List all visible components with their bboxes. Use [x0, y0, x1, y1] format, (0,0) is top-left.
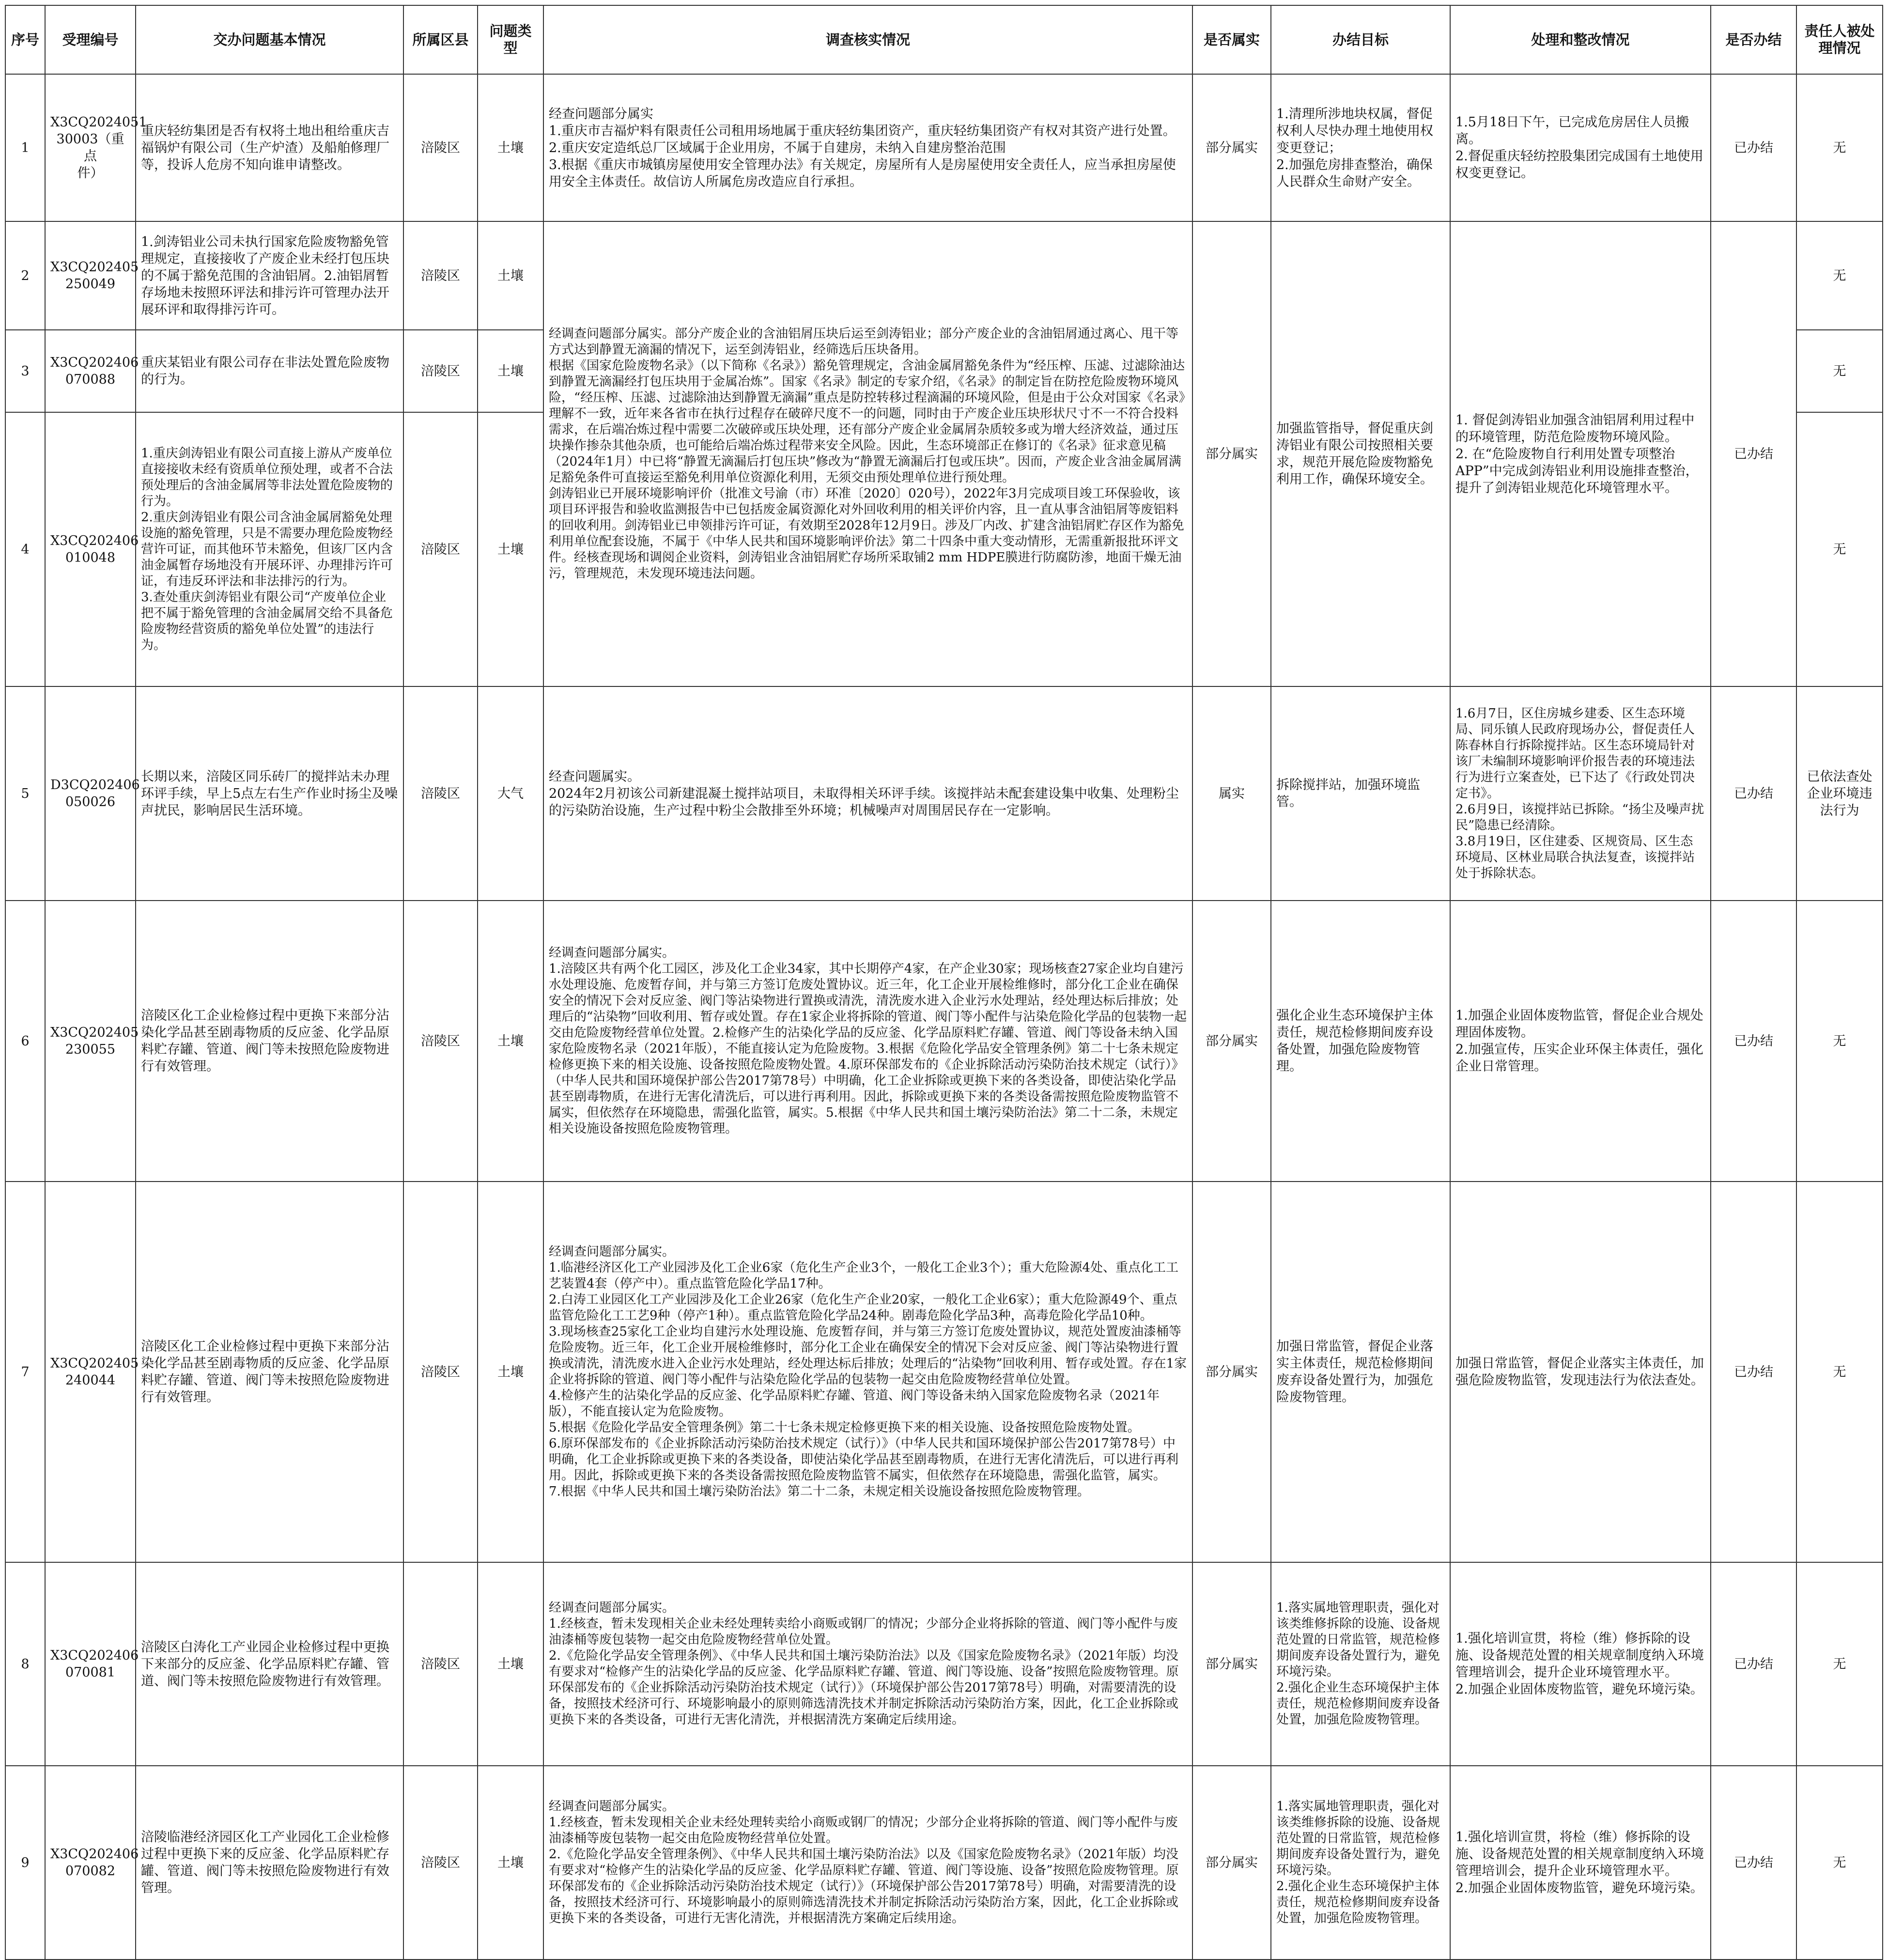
- closed-status: 已办结: [1711, 1766, 1796, 1960]
- problem-type: 土壤: [478, 1766, 543, 1960]
- table-row: [5, 1766, 1883, 1960]
- case-id: X3CQ202405 240044: [45, 1182, 136, 1562]
- is-true: 部分属实: [1192, 1182, 1271, 1562]
- problem-type: 土壤: [478, 330, 543, 412]
- case-id: X3CQ202405 250049: [45, 221, 136, 330]
- district: 涪陵区: [403, 74, 478, 221]
- district: 涪陵区: [403, 1182, 478, 1562]
- goal: 拆除搅拌站，加强环境监管。: [1271, 686, 1450, 901]
- investigation: 经调查问题部分属实。 1.经核查，暂未发现相关企业未经处理转卖给小商贩或钢厂的情况；少部分企业将拆除的管道、阀门等小配件与废油漆桶等废包装物一起交由危险废物经营单位处置。 2.《危险化学品安全管理条例》、《中华人民共和国土壤污染防治法》以及《国家危险废物名录》（2021年版）均没有要求对“检修产生的沾染化学品的反应釜、化学品原料贮存罐、管道、阀门等设施、设备”按照危险废物管理。原环保部发布的《企业拆除活动污染防治技术规定（试行）》（环境保护部公告2017第78号）明确，对需要清洗的设备，按照技术经济可行、环境影响最小的原则筛选清洗技术并制定拆除活动污染防治方案，因此，化工企业拆除或更换下来的各类设备，可进行无害化清洗，并根据清洗方案确定后续用途。: [543, 1766, 1192, 1960]
- closed-status: 已办结: [1711, 74, 1796, 221]
- punishment: 无: [1796, 412, 1883, 686]
- handling: 1. 督促剑涛铝业加强含油铝屑利用过程中的环境管理，防范危险废物环境风险。 2. 在“危险废物自行利用处置专项整治APP”中完成剑涛铝业利用设施排查整治，提升了剑涛铝业规范化环境管理水平。: [1450, 221, 1711, 686]
- header-cell: 序号: [5, 5, 45, 74]
- closed-status: 已办结: [1711, 1562, 1796, 1766]
- district: 涪陵区: [403, 330, 478, 412]
- issue-description: 1.剑涛铝业公司未执行国家危险废物豁免管理规定，直接接收了产废企业未经打包压块的不属于豁免范围的含油铝屑。2.油铝屑暂存场地未按照环评法和排污许可管理办法开展环评和取得排污许可。: [136, 221, 403, 330]
- investigation: 经调查问题部分属实。 1.涪陵区共有两个化工园区，涉及化工企业34家，其中长期停产4家，在产企业30家；现场核查27家企业均自建污水处理设施、危废暂存间，并与第三方签订危废处置协议。近三年，化工企业开展检维修时，部分化工企业在确保安全的情况下会对反应釜、阀门等沾染物进行置换或清洗，清洗废水进入企业污水处理站，经处理达标后排放；处理后的“沾染物”回收利用、暂存或处置。存在1家企业将拆除的管道、阀门等小配件与沾染危险化学品的包装物一起交由危险废物经营单位处置。2.检修产生的沾染化学品的反应釜、化学品原料贮存罐、管道、阀门等设备未纳入国家危险废物名录（2021年版），不能直接认定为危险废物。3.根据《危险化学品安全管理条例》第二十七条未规定检修更换下来的相关设施、设备按照危险废物处置。4.原环保部发布的《企业拆除活动污染防治技术规定（试行）》（中华人民共和国环境保护部公告2017第78号）中明确，化工企业拆除或更换下来的各类设备，即使沾染化学品甚至剧毒物质，在进行无害化清洗后，可以进行再利用。因此，拆除或更换下来的各类设备需按照危险废物监管不属实，但依然存在环境隐患，需强化监管，属实。5.根据《中华人民共和国土壤污染防治法》第二十二条，未规定相关设施设备按照危险废物管理。: [543, 901, 1192, 1182]
- handling: 1.加强企业固体废物监管，督促企业合规处理固体废物。 2.加强宣传，压实企业环保主体责任，强化企业日常管理。: [1450, 901, 1711, 1182]
- header-cell: 调查核实情况: [543, 5, 1192, 74]
- problem-type: 土壤: [478, 412, 543, 686]
- row-number: 6: [5, 901, 45, 1182]
- issue-description: 涪陵区化工企业检修过程中更换下来部分沾染化学品甚至剧毒物质的反应釜、化学品原料贮存罐、管道、阀门等未按照危险废物进行有效管理。: [136, 901, 403, 1182]
- problem-type: 土壤: [478, 74, 543, 221]
- district: 涪陵区: [403, 221, 478, 330]
- problem-type: 土壤: [478, 221, 543, 330]
- table-row: [5, 1562, 1883, 1766]
- handling: 1.强化培训宣贯，将检（维）修拆除的设施、设备规范处置的相关规章制度纳入环境管理培训会，提升企业环境管理水平。 2.加强企业固体废物监管，避免环境污染。: [1450, 1766, 1711, 1960]
- header-cell: 是否办结: [1711, 5, 1796, 74]
- investigation: 经查问题部分属实 1.重庆市吉福炉料有限责任公司租用场地属于重庆轻纺集团资产，重庆轻纺集团资产有权对其资产进行处置。 2.重庆安定造纸总厂区域属于企业用房，不属于自建房，未纳入自建房整治范围 3.根据《重庆市城镇房屋使用安全管理办法》有关规定，房屋所有人是房屋使用安全责任人，应当承担房屋使用安全主体责任。故信访人所属危房改造应自行承担。: [543, 74, 1192, 221]
- row-number: 9: [5, 1766, 45, 1960]
- investigation: 经调查问题部分属实。 1.经核查，暂未发现相关企业未经处理转卖给小商贩或钢厂的情况；少部分企业将拆除的管道、阀门等小配件与废油漆桶等废包装物一起交由危险废物经营单位处置。 2.《危险化学品安全管理条例》、《中华人民共和国土壤污染防治法》以及《国家危险废物名录》（2021年版）均没有要求对“检修产生的沾染化学品的反应釜、化学品原料贮存罐、管道、阀门等设施、设备”按照危险废物管理。原环保部发布的《企业拆除活动污染防治技术规定（试行）》（环境保护部公告2017第78号）明确，对需要清洗的设备，按照技术经济可行、环境影响最小的原则筛选清洗技术并制定拆除活动污染防治方案，因此，化工企业拆除或更换下来的各类设备，可进行无害化清洗，并根据清洗方案确定后续用途。: [543, 1562, 1192, 1766]
- closed-status: 已办结: [1711, 686, 1796, 901]
- punishment: 无: [1796, 330, 1883, 412]
- goal: 加强日常监管，督促企业落实主体责任，规范检修期间废弃设备处置行为，加强危险废物管理。: [1271, 1182, 1450, 1562]
- row-number: 4: [5, 412, 45, 686]
- handling: 1.6月7日，区住房城乡建委、区生态环境局、同乐镇人民政府现场办公，督促责任人陈春林自行拆除搅拌站。区生态环境局针对该厂未编制环境影响评价报告表的环境违法行为进行立案查处，已下达了《行政处罚决定书》。 2.6月9日，该搅拌站已拆除。“扬尘及噪声扰民”隐患已经清除。 3.8月19日，区住建委、区规资局、区生态环境局、区林业局联合执法复查，该搅拌站处于拆除状态。: [1450, 686, 1711, 901]
- district: 涪陵区: [403, 412, 478, 686]
- case-id: X3CQ202406 070082: [45, 1766, 136, 1960]
- header-cell: 交办问题基本情况: [136, 5, 403, 74]
- is-true: 属实: [1192, 686, 1271, 901]
- problem-type: 大气: [478, 686, 543, 901]
- issue-description: 重庆轻纺集团是否有权将土地出租给重庆吉福锅炉有限公司（生产炉渣）及船舶修理厂等，投诉人危房不知向谁申请整改。: [136, 74, 403, 221]
- case-id: X3CQ2024051 30003（重点 件）: [45, 74, 136, 221]
- problem-type: 土壤: [478, 1562, 543, 1766]
- header-cell: 受理编号: [45, 5, 136, 74]
- case-id: X3CQ202406 010048: [45, 412, 136, 686]
- investigation: 经调查问题部分属实。部分产废企业的含油铝屑压块后运至剑涛铝业；部分产废企业的含油铝屑通过离心、甩干等方式达到静置无滴漏的情况下，运至剑涛铝业，经筛选后压块备用。 根据《国家危险废物名录》（以下简称《名录》）豁免管理规定，含油金属屑豁免条件为“经压榨、压滤、过滤除油达到静置无滴漏经打包压块用于金属冶炼”。国家《名录》制定的专家介绍，《名录》的制定旨在防控危险废物环境风险，“经压榨、压滤、过滤除油达到静置无滴漏”重点是防控转移过程滴漏的环境风险，但是由于公众对国家《名录》理解不一致，近年来各省市在执行过程存在破碎尺度不一的问题，同时由于产废企业压块形状尺寸不一不符合投料需求，在后端冶炼过程中需要二次破碎或压块处理，还有部分产废企业金属屑杂质较多或为增大经济效益，通过压块操作掺杂其他杂质，也可能给后端冶炼过程带来安全风险。因此，生态环境部正在修订的《名录》征求意见稿（2024年1月）中已将“静置无滴漏后打包压块”修改为“静置无滴漏后打包或压块”。因而，产废企业含油金属屑满足豁免条件可直接运至豁免利用单位资源化利用，无须交由预处理单位进行预处理。 剑涛铝业已开展环境影响评价（批准文号渝（市）环准〔2020〕020号），2022年3月完成项目竣工环保验收，该项目环评报告和验收监测报告中已包括废金属资源化对外回收利用的相关评价内容，且一直从事含油铝屑等废铝料的回收利用。剑涛铝业已申领排污许可证，有效期至2028年12月9日。涉及厂内改、扩建含油铝屑贮存区作为豁免利用单位配套设施，不属于《中华人民共和国环境影响评价法》第二十四条中重大变动情形，无需重新报批环评文件。经核查现场和调阅企业资料，剑涛铝业含油铝屑贮存场所采取铺2 mm HDPE膜进行防腐防渗，地面干燥无油污，管理规范，未发现环境违法问题。: [543, 221, 1192, 686]
- row-number: 2: [5, 221, 45, 330]
- is-true: 部分属实: [1192, 1562, 1271, 1766]
- issue-description: 长期以来，涪陵区同乐砖厂的搅拌站未办理环评手续，早上5点左右生产作业时扬尘及噪声扰民，影响居民生活环境。: [136, 686, 403, 901]
- goal: 强化企业生态环境保护主体责任，规范检修期间废弃设备处置，加强危险废物管理。: [1271, 901, 1450, 1182]
- handling: 1.5月18日下午，已完成危房居住人员搬离。 2.督促重庆轻纺控股集团完成国有土地使用权变更登记。: [1450, 74, 1711, 221]
- table-row: [5, 901, 1883, 1182]
- issue-description: 重庆某铝业有限公司存在非法处置危险废物的行为。: [136, 330, 403, 412]
- is-true: 部分属实: [1192, 901, 1271, 1182]
- case-id: X3CQ202406 070081: [45, 1562, 136, 1766]
- problem-type: 土壤: [478, 1182, 543, 1562]
- closed-status: 已办结: [1711, 221, 1796, 686]
- issue-description: 涪陵区白涛化工产业园企业检修过程中更换下来部分的反应釜、化学品原料贮存罐、管道、阀门等未按照危险废物进行有效管理。: [136, 1562, 403, 1766]
- district: 涪陵区: [403, 1562, 478, 1766]
- header-cell: 是否属实: [1192, 5, 1271, 74]
- goal: 1.落实属地管理职责，强化对该类维修拆除的设施、设备规范处置的日常监管，规范检修期间废弃设备处置行为，避免环境污染。 2.强化企业生态环境保护主体责任，规范检修期间废弃设备处置，加强危险废物管理。: [1271, 1766, 1450, 1960]
- punishment: 无: [1796, 1766, 1883, 1960]
- punishment: 无: [1796, 1182, 1883, 1562]
- issue-description: 涪陵临港经济园区化工产业园化工企业检修过程中更换下来的反应釜、化学品原料贮存罐、管道、阀门等未按照危险废物进行有效管理。: [136, 1766, 403, 1960]
- header-cell: 所属区县: [403, 5, 478, 74]
- problem-type: 土壤: [478, 901, 543, 1182]
- table-header-row: [5, 5, 1883, 74]
- punishment: 无: [1796, 1562, 1883, 1766]
- table-row: [5, 221, 1883, 330]
- header-cell: 办结目标: [1271, 5, 1450, 74]
- handling: 加强日常监管，督促企业落实主体责任，加强危险废物监管，发现违法行为依法查处。: [1450, 1182, 1711, 1562]
- header-cell: 处理和整改情况: [1450, 5, 1711, 74]
- goal: 1.清理所涉地块权属，督促权利人尽快办理土地使用权变更登记； 2.加强危房排查整治，确保人民群众生命财产安全。: [1271, 74, 1450, 221]
- district: 涪陵区: [403, 686, 478, 901]
- goal: 1.落实属地管理职责，强化对该类维修拆除的设施、设备规范处置的日常监管，规范检修期间废弃设备处置行为，避免环境污染。 2.强化企业生态环境保护主体责任，规范检修期间废弃设备处置，加强危险废物管理。: [1271, 1562, 1450, 1766]
- table-row: [5, 74, 1883, 221]
- closed-status: 已办结: [1711, 901, 1796, 1182]
- header-cell: 责任人被处理情况: [1796, 5, 1883, 74]
- table-row: [5, 686, 1883, 901]
- complaint-table: [5, 5, 1883, 1960]
- district: 涪陵区: [403, 1766, 478, 1960]
- issue-description: 涪陵区化工企业检修过程中更换下来部分沾染化学品甚至剧毒物质的反应釜、化学品原料贮存罐、管道、阀门等未按照危险废物进行有效管理。: [136, 1182, 403, 1562]
- table-row: [5, 1182, 1883, 1562]
- investigation: 经查问题属实。 2024年2月初该公司新建混凝土搅拌站项目，未取得相关环评手续。该搅拌站未配套建设集中收集、处理粉尘的污染防治设施，生产过程中粉尘会散排至外环境；机械噪声对周围居民存在一定影响。: [543, 686, 1192, 901]
- punishment: 无: [1796, 901, 1883, 1182]
- case-id: D3CQ202406 050026: [45, 686, 136, 901]
- issue-description: 1.重庆剑涛铝业有限公司直接上游从产废单位直接接收未经有资质单位预处理，或者不合法预处理后的含油金属屑等非法处置危险废物的行为。 2.重庆剑涛铝业有限公司含油金属屑豁免处理设施的豁免管理，只是不需要办理危险废物经营许可证，而其他环节未豁免，但该厂区内含油金属暂存场地没有开展环评、办理排污许可证，有违反环评法和非法排污的行为。 3.查处重庆剑涛铝业有限公司“产废单位企业把不属于豁免管理的含油金属屑交给不具备危险废物经营资质的豁免单位处置”的违法行为。: [136, 412, 403, 686]
- punishment: 已依法查处企业环境违法行为: [1796, 686, 1883, 901]
- goal: 加强监管指导，督促重庆剑涛铝业有限公司按照相关要求，规范开展危险废物豁免利用工作，确保环境安全。: [1271, 221, 1450, 686]
- case-id: X3CQ202406 070088: [45, 330, 136, 412]
- punishment: 无: [1796, 221, 1883, 330]
- header-cell: 问题类型: [478, 5, 543, 74]
- row-number: 3: [5, 330, 45, 412]
- closed-status: 已办结: [1711, 1182, 1796, 1562]
- case-id: X3CQ202405 230055: [45, 901, 136, 1182]
- is-true: 部分属实: [1192, 1766, 1271, 1960]
- row-number: 7: [5, 1182, 45, 1562]
- is-true: 部分属实: [1192, 74, 1271, 221]
- is-true: 部分属实: [1192, 221, 1271, 686]
- district: 涪陵区: [403, 901, 478, 1182]
- handling: 1.强化培训宣贯，将检（维）修拆除的设施、设备规范处置的相关规章制度纳入环境管理培训会，提升企业环境管理水平。 2.加强企业固体废物监管，避免环境污染。: [1450, 1562, 1711, 1766]
- investigation: 经调查问题部分属实。 1.临港经济区化工产业园涉及化工企业6家（危化生产企业3个，一般化工企业3个）；重大危险源4处、重点化工工艺装置4套（停产中）。重点监管危险化学品17种。 2.白涛工业园区化工产业园涉及化工企业26家（危化生产企业20家，一般化工企业6家）；重大危险源49个、重点监管危险化工工艺9种（停产1种）。重点监管危险化学品24种。剧毒危险化学品3种，高毒危险化学品10种。 3.现场核查25家化工企业均自建污水处理设施、危废暂存间，并与第三方签订危废处置协议，规范处置废油漆桶等危险废物。近三年，化工企业开展检维修时，部分化工企业在确保安全的情况下会对反应釜、阀门等沾染物进行置换或清洗，清洗废水进入企业污水处理站，经处理达标后排放；处理后的“沾染物”回收利用、暂存或处置。存在1家企业将拆除的管道、阀门等小配件与沾染危险化学品的包装物一起交由危险废物经营单位处置。 4.检修产生的沾染化学品的反应釜、化学品原料贮存罐、管道、阀门等设备未纳入国家危险废物名录（2021年版），不能直接认定为危险废物。 5.根据《危险化学品安全管理条例》第二十七条未规定检修更换下来的相关设施、设备按照危险废物处置。 6.原环保部发布的《企业拆除活动污染防治技术规定（试行）》（中华人民共和国环境保护部公告2017第78号）中明确，化工企业拆除或更换下来的各类设备，即使沾染化学品甚至剧毒物质，在进行无害化清洗后，可以进行再利用。因此，拆除或更换下来的各类设备需按照危险废物监管不属实，但依然存在环境隐患，需强化监管，属实。 7.根据《中华人民共和国土壤污染防治法》第二十二条，未规定相关设施设备按照危险废物管理。: [543, 1182, 1192, 1562]
- row-number: 1: [5, 74, 45, 221]
- row-number: 8: [5, 1562, 45, 1766]
- row-number: 5: [5, 686, 45, 901]
- punishment: 无: [1796, 74, 1883, 221]
